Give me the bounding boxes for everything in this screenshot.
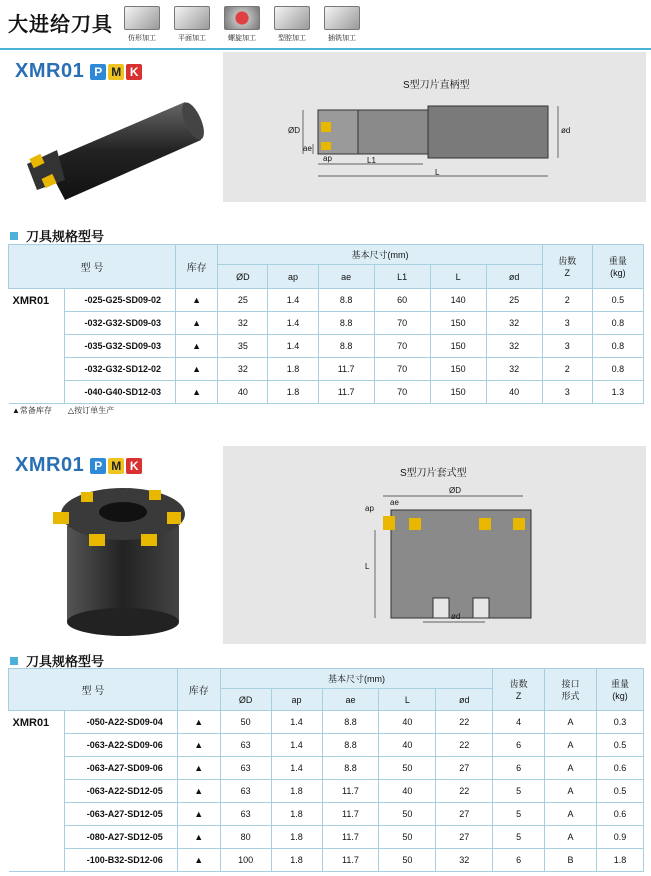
col-header-basic-dims: 基本尺寸(mm) [218, 245, 542, 265]
shank-tool-photo [5, 52, 223, 202]
series-name: XMR01 [15, 454, 85, 476]
table-cell: 0.3 [596, 711, 643, 734]
table-cell: 2 [542, 289, 592, 312]
table-cell: 32 [218, 358, 268, 381]
table-cell: 150 [430, 381, 486, 404]
table-cell: 1.4 [268, 312, 318, 335]
col-header-dim: L [379, 689, 436, 711]
table-cell: 0.9 [596, 826, 643, 849]
table-cell: ▲ [177, 711, 220, 734]
table-cell: 22 [436, 780, 493, 803]
dim-label: ød [561, 126, 571, 135]
table-row [9, 849, 644, 872]
badge-m: M [108, 64, 124, 80]
table-cell: 80 [220, 826, 271, 849]
model-cell: -032-G32-SD09-03 [64, 312, 175, 335]
col-header-weight: 重量 (kg) [592, 245, 643, 289]
model-cell: -035-G32-SD09-03 [64, 335, 175, 358]
table-cell: 3 [542, 381, 592, 404]
table-cell: 6 [493, 734, 545, 757]
col-header-dim: ØD [218, 265, 268, 289]
model-cell: -025-G25-SD09-02 [64, 289, 175, 312]
table-cell: ▲ [177, 734, 220, 757]
table-cell: 0.6 [596, 757, 643, 780]
table-cell: 1.3 [592, 381, 643, 404]
drawing-title: S型刀片套式型 [400, 468, 467, 479]
table-cell: 140 [430, 289, 486, 312]
table-cell: 50 [379, 826, 436, 849]
stock-legend-note: ▲常备库存 △按订单生产 [12, 406, 115, 415]
table-cell: 5 [493, 803, 545, 826]
dim-label: ae [390, 498, 399, 507]
table-cell: 3 [542, 312, 592, 335]
table-cell: ▲ [177, 780, 220, 803]
table-cell: 0.5 [596, 734, 643, 757]
table-cell: 8.8 [318, 335, 374, 358]
table-cell: 8.8 [322, 734, 379, 757]
process-pocket [270, 6, 314, 43]
table-cell: 50 [379, 803, 436, 826]
dim-label: ap [365, 504, 374, 513]
table-cell: 1.8 [271, 826, 322, 849]
table-cell: 6 [493, 757, 545, 780]
table-cell: 0.8 [592, 358, 643, 381]
table-cell: 8.8 [318, 312, 374, 335]
table-cell: A [545, 711, 597, 734]
table-cell: 150 [430, 358, 486, 381]
col-header-dim: ØD [220, 689, 271, 711]
table-cell: 60 [374, 289, 430, 312]
model-cell: -040-G40-SD12-03 [64, 381, 175, 404]
col-header-teeth: 齿数 Z [542, 245, 592, 289]
table-cell: 70 [374, 358, 430, 381]
badge-p: P [90, 64, 106, 80]
table-cell: 8.8 [322, 711, 379, 734]
drawing-title: S型刀片直柄型 [403, 80, 470, 91]
heading-square-icon [10, 657, 18, 665]
table-cell: 8.8 [318, 289, 374, 312]
dim-label: ØD [449, 486, 461, 495]
dim-label: L1 [367, 156, 376, 165]
dim-label: ØD [288, 126, 300, 135]
table-row [9, 757, 644, 780]
table-cell: 11.7 [322, 780, 379, 803]
table-cell: ▲ [176, 358, 218, 381]
col-header-dim: ød [486, 265, 542, 289]
model-cell: -063-A22-SD12-05 [64, 780, 177, 803]
process-label: 仿形加工 [128, 35, 156, 42]
process-plunge [320, 6, 364, 43]
table-cell: ▲ [176, 312, 218, 335]
helical-milling-icon [224, 6, 260, 30]
table-row [9, 312, 644, 335]
table-row [9, 358, 644, 381]
table-cell: ▲ [177, 803, 220, 826]
table-title: 刀具规格型号 [26, 654, 105, 669]
header-divider [0, 48, 651, 50]
table-cell: 70 [374, 335, 430, 358]
heading-square-icon [10, 232, 18, 240]
table-cell: 22 [436, 711, 493, 734]
table-row [9, 381, 644, 404]
process-face [170, 6, 214, 43]
badge-k: K [126, 458, 142, 474]
table-cell: 11.7 [322, 849, 379, 872]
table-cell: 5 [493, 826, 545, 849]
page-title: 大进给刀具 [8, 14, 113, 36]
table-cell: 1.8 [271, 849, 322, 872]
table-cell: 11.7 [322, 826, 379, 849]
table-cell: 50 [379, 849, 436, 872]
model-cell: -063-A27-SD12-05 [64, 803, 177, 826]
table-cell: 50 [220, 711, 271, 734]
table-cell: 1.8 [271, 780, 322, 803]
table-cell: 63 [220, 803, 271, 826]
table-cell: 0.5 [596, 780, 643, 803]
col-header-stock: 库存 [177, 669, 220, 711]
process-label: 插铣加工 [328, 35, 356, 42]
table-heading-shank [10, 226, 104, 245]
model-cell: -080-A27-SD12-05 [64, 826, 177, 849]
table-row [9, 803, 644, 826]
col-header-model: 型 号 [9, 245, 176, 289]
shell-mill-drawing [223, 446, 643, 644]
product-photo-area [5, 446, 223, 644]
col-header-interface: 接口 形式 [545, 669, 597, 711]
table-cell: A [545, 826, 597, 849]
table-cell: 8.8 [322, 757, 379, 780]
model-cell: -063-A22-SD09-06 [64, 734, 177, 757]
series-cell: XMR01 [9, 289, 65, 404]
table-cell: 0.8 [592, 312, 643, 335]
table-row [9, 289, 644, 312]
model-cell: -050-A22-SD09-04 [64, 711, 177, 734]
product-panel-shell [5, 446, 646, 644]
table-cell: 63 [220, 780, 271, 803]
process-profile [120, 6, 164, 43]
col-header-dim: ae [318, 265, 374, 289]
process-label: 平面加工 [178, 35, 206, 42]
col-header-dim: ap [268, 265, 318, 289]
table-cell: 40 [486, 381, 542, 404]
table-cell: 0.6 [596, 803, 643, 826]
table-cell: A [545, 757, 597, 780]
table-cell: 40 [379, 780, 436, 803]
table-cell: ▲ [176, 289, 218, 312]
badge-m: M [108, 458, 124, 474]
col-header-dim: ød [436, 689, 493, 711]
dim-label: ae [303, 144, 312, 153]
table-cell: 3 [542, 335, 592, 358]
table-cell: 11.7 [318, 358, 374, 381]
table-cell: 40 [379, 711, 436, 734]
table-cell: 4 [493, 711, 545, 734]
table-cell: 40 [379, 734, 436, 757]
col-header-weight: 重量 (kg) [596, 669, 643, 711]
table-cell: 32 [436, 849, 493, 872]
table-cell: ▲ [177, 849, 220, 872]
model-cell: -100-B32-SD12-06 [64, 849, 177, 872]
table-cell: 22 [436, 734, 493, 757]
model-cell: -032-G32-SD12-02 [64, 358, 175, 381]
col-header-dim: L [430, 265, 486, 289]
shell-mill-photo [5, 446, 223, 644]
table-cell: ▲ [176, 381, 218, 404]
table-cell: 11.7 [322, 803, 379, 826]
spec-table-shell [8, 668, 644, 872]
table-cell: A [545, 780, 597, 803]
table-cell: 1.4 [268, 289, 318, 312]
table-cell: ▲ [177, 826, 220, 849]
product-panel-shank [5, 52, 646, 202]
col-header-dim: L1 [374, 265, 430, 289]
product-photo-area [5, 52, 223, 202]
profile-milling-icon [124, 6, 160, 30]
table-cell: 1.4 [271, 757, 322, 780]
table-cell: 11.7 [318, 381, 374, 404]
table-cell: 40 [218, 381, 268, 404]
col-header-teeth: 齿数 Z [493, 669, 545, 711]
dim-label: ap [323, 154, 332, 163]
table-cell: ▲ [177, 757, 220, 780]
badge-p: P [90, 458, 106, 474]
badge-k: K [126, 64, 142, 80]
col-header-basic-dims: 基本尺寸(mm) [220, 669, 493, 689]
series-cell: XMR01 [9, 711, 65, 872]
table-cell: 50 [379, 757, 436, 780]
table-row [9, 826, 644, 849]
table-cell: 1.4 [271, 734, 322, 757]
table-row [9, 780, 644, 803]
table-cell: 27 [436, 757, 493, 780]
table-cell: 1.8 [271, 803, 322, 826]
table-cell: 32 [486, 335, 542, 358]
table-cell: 0.8 [592, 335, 643, 358]
table-cell: 70 [374, 381, 430, 404]
table-cell: 6 [493, 849, 545, 872]
table-cell: 32 [218, 312, 268, 335]
spec-table-shank [8, 244, 644, 404]
table-cell: B [545, 849, 597, 872]
col-header-dim: ae [322, 689, 379, 711]
shank-tool-drawing [223, 52, 643, 202]
dim-label: L [435, 168, 440, 177]
process-label: 螺旋加工 [228, 35, 256, 42]
table-cell: 0.5 [592, 289, 643, 312]
dim-label: L [365, 562, 370, 571]
pocket-milling-icon [274, 6, 310, 30]
table-cell: 1.8 [596, 849, 643, 872]
table-cell: ▲ [176, 335, 218, 358]
table-cell: 63 [220, 734, 271, 757]
table-cell: 70 [374, 312, 430, 335]
plunge-milling-icon [324, 6, 360, 30]
col-header-stock: 库存 [176, 245, 218, 289]
table-cell: 100 [220, 849, 271, 872]
table-cell: 63 [220, 757, 271, 780]
table-cell: A [545, 734, 597, 757]
face-milling-icon [174, 6, 210, 30]
series-name: XMR01 [15, 60, 85, 82]
table-row [9, 335, 644, 358]
table-cell: A [545, 803, 597, 826]
table-cell: 1.4 [268, 335, 318, 358]
table-cell: 32 [486, 312, 542, 335]
table-cell: 25 [218, 289, 268, 312]
table-row [9, 734, 644, 757]
table-cell: 35 [218, 335, 268, 358]
table-cell: 2 [542, 358, 592, 381]
table-cell: 27 [436, 803, 493, 826]
process-helical [220, 6, 264, 43]
table-cell: 150 [430, 335, 486, 358]
table-cell: 150 [430, 312, 486, 335]
process-label: 型腔加工 [278, 35, 306, 42]
dim-label: ød [451, 612, 461, 621]
table-cell: 25 [486, 289, 542, 312]
table-row [9, 711, 644, 734]
table-cell: 1.8 [268, 381, 318, 404]
col-header-model: 型 号 [9, 669, 178, 711]
col-header-dim: ap [271, 689, 322, 711]
table-cell: 1.4 [271, 711, 322, 734]
table-cell: 27 [436, 826, 493, 849]
table-cell: 5 [493, 780, 545, 803]
table-cell: 1.8 [268, 358, 318, 381]
table-cell: 32 [486, 358, 542, 381]
table-title: 刀具规格型号 [26, 229, 105, 244]
model-cell: -063-A27-SD09-06 [64, 757, 177, 780]
